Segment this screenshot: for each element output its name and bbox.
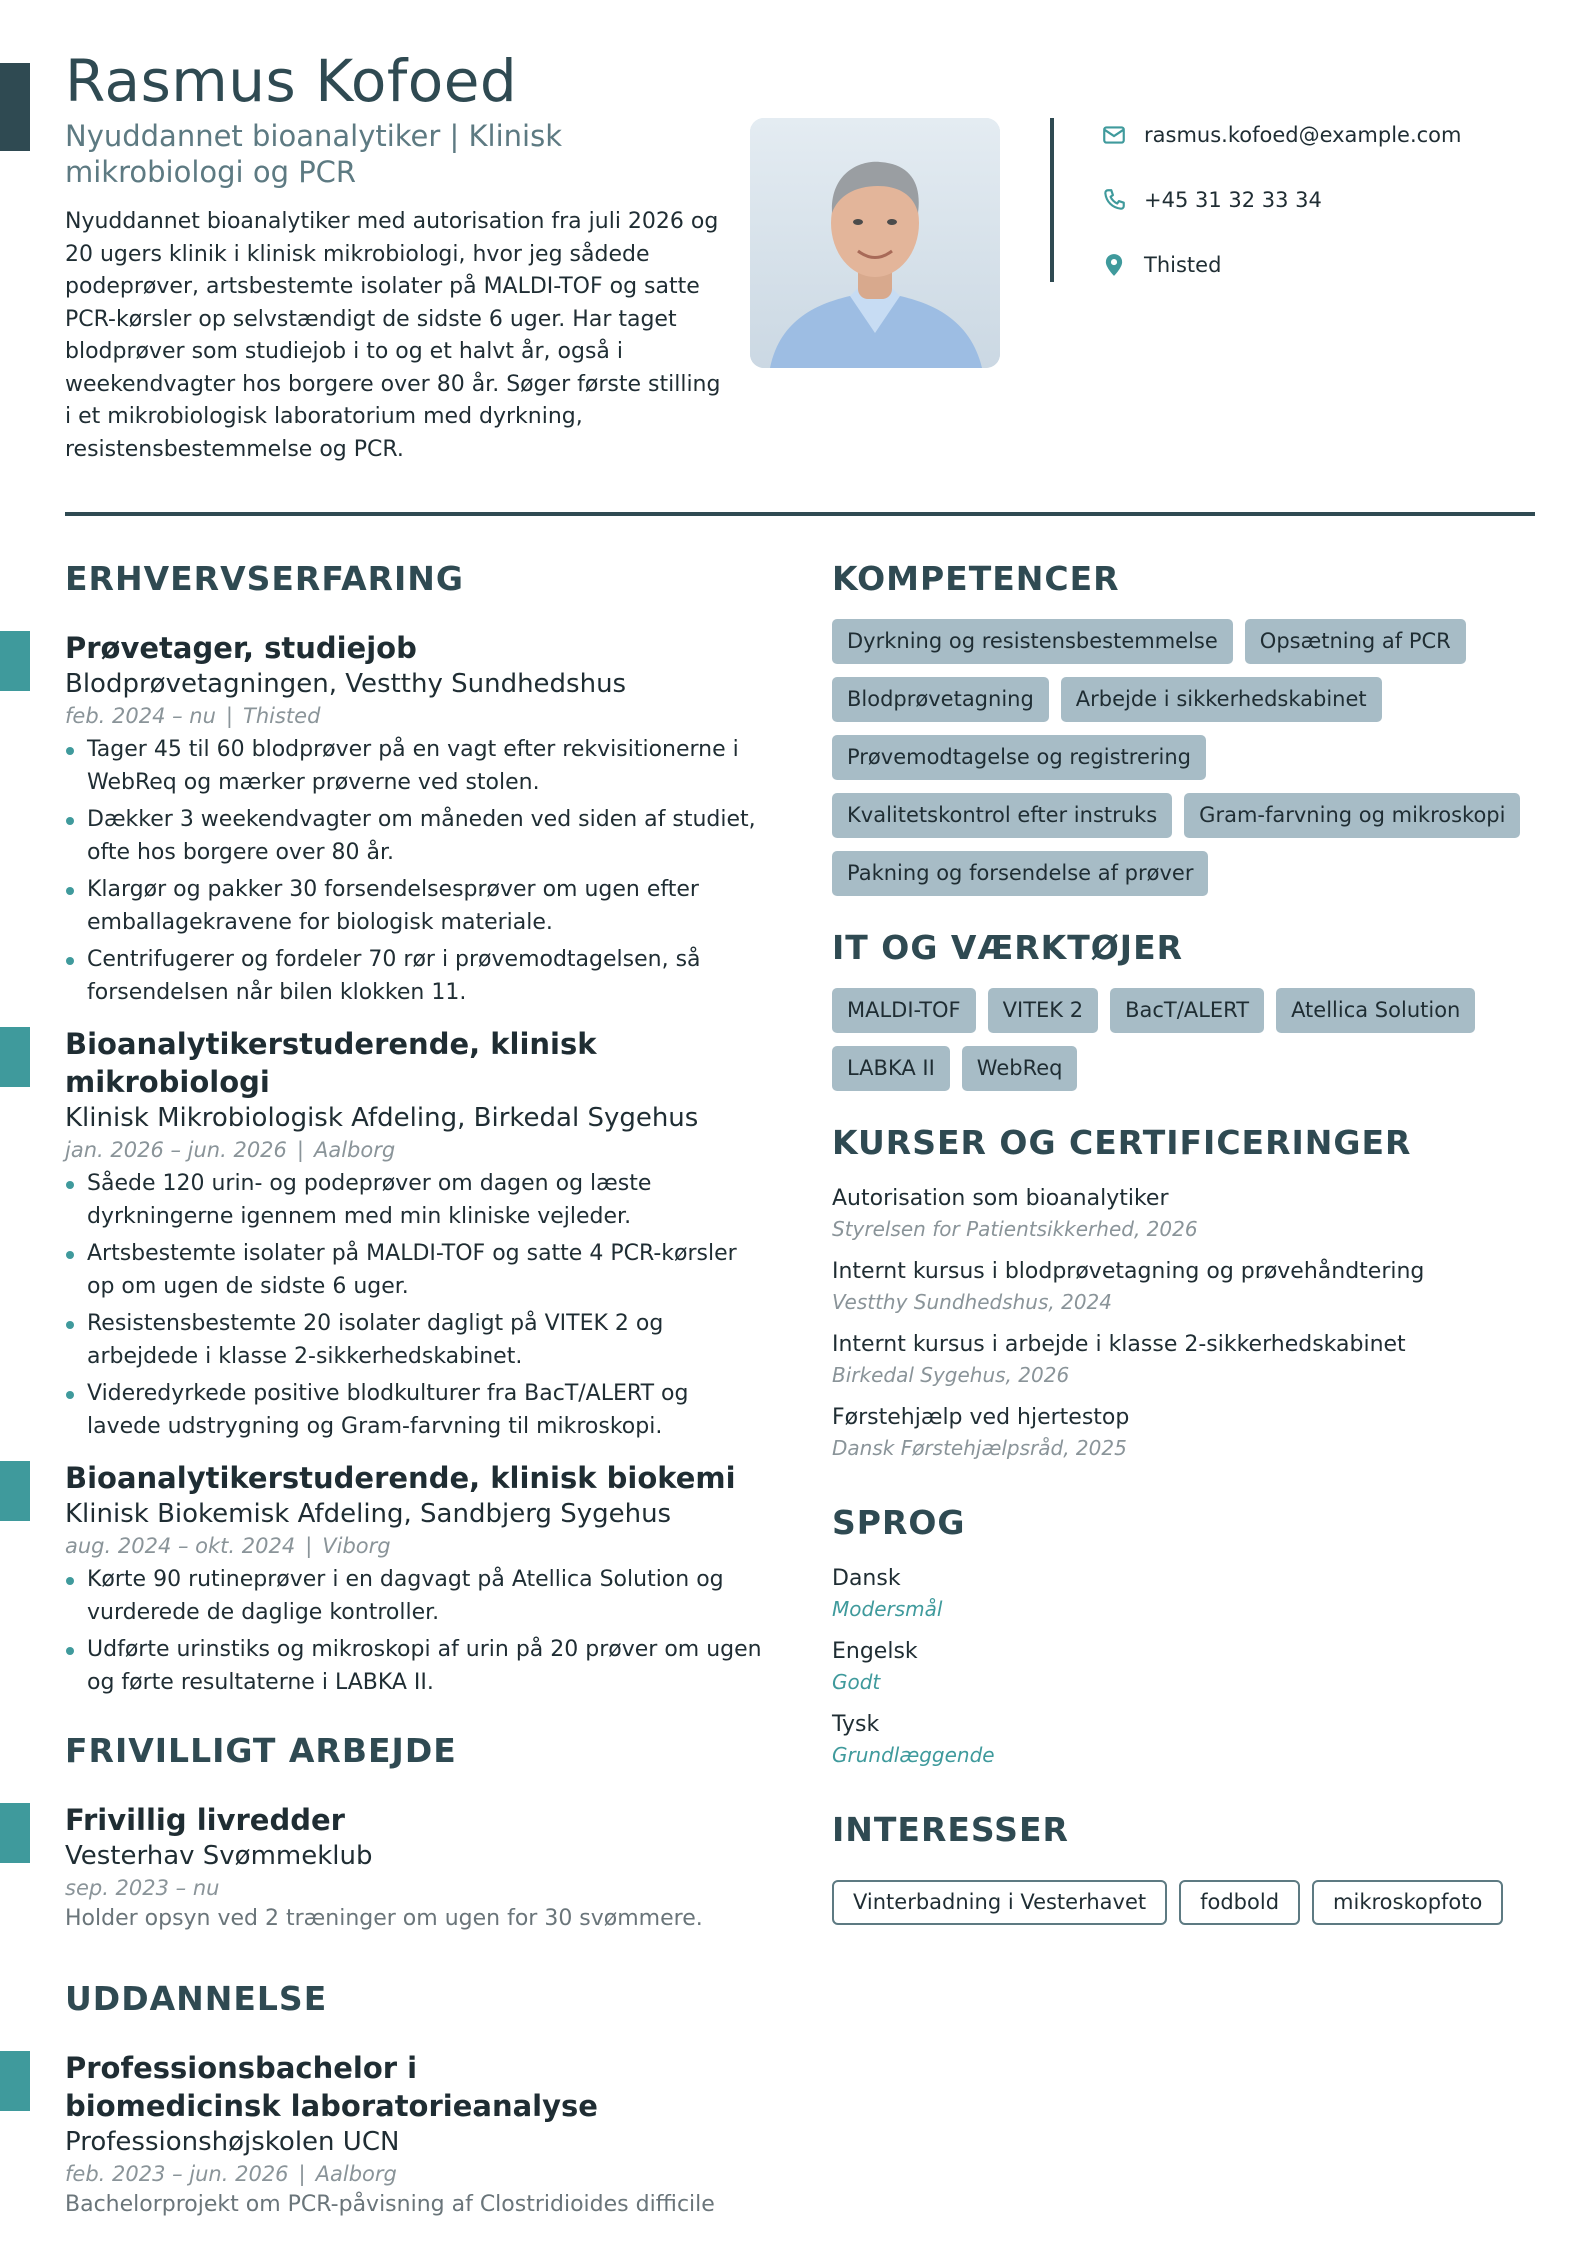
entry-place: Viborg [322,1534,391,1558]
entry-marker [0,631,30,691]
entry-marker [0,1803,30,1863]
entry-title: Bioanalytikerstuderende, klinisk biokemi [65,1461,736,1495]
tool-chip: WebReq [962,1046,1078,1091]
entry-place: Aalborg [315,2162,397,2186]
language-level: Modersmål [832,1597,943,1621]
tool-chip: BacT/ALERT [1110,988,1264,1033]
course-item [832,1329,1532,1390]
interest-chip: mikroskopfoto [1312,1880,1503,1925]
skill-chip: Opsætning af PCR [1245,619,1466,664]
course-item [832,1183,1532,1244]
entry-dates: feb. 2023 – jun. 2026 [65,2162,289,2186]
skills-list [832,619,1532,896]
section-title-skills: KOMPETENCER [832,559,1120,598]
bullet-item: Udførte urinstiks og mikroskopi af urin på 20 prøver om ugen og førte resultaterne i LABKA II. [65,1634,765,1699]
course-issuer: Birkedal Sygehus, 2026 [832,1363,1070,1387]
meta-separator: | [298,2162,306,2186]
entry-description: Holder opsyn ved 2 træninger om ugen for 30 svømmere. [65,1906,703,1931]
candidate-headline: Nyuddannet bioanalytiker | Klinisk mikrobiologi og PCR [65,119,562,189]
interest-chip: fodbold [1179,1880,1300,1925]
entry-meta [65,2159,765,2189]
volunteer-entry [65,1801,765,1935]
section-title-courses: KURSER OG CERTIFICERINGER [832,1123,1412,1162]
experience-entry [65,1459,765,1699]
meta-separator: | [225,704,233,728]
language-item [832,1563,1532,1624]
header-left [65,48,745,466]
entry-marker [0,1461,30,1521]
bullet-item: Tager 45 til 60 blodprøver på en vagt efter rekvisitionerne i WebReq og mærker prøverne ved stolen. [65,734,765,799]
contact-location-text: Thisted [1144,253,1222,277]
entry-dates: jan. 2026 – jun. 2026 [65,1138,287,1162]
entry-place: Aalborg [313,1138,396,1162]
tool-chip: LABKA II [832,1046,950,1091]
entry-dates: feb. 2024 – nu [65,704,216,728]
tool-chip: MALDI-TOF [832,988,976,1033]
portrait-image [750,118,1000,368]
contact-phone-text: +45 31 32 33 34 [1144,188,1322,212]
contact-divider [1050,118,1054,282]
entry-place: Thisted [243,704,321,728]
entry-title: Frivillig livredder [65,1803,345,1837]
course-item [832,1402,1532,1463]
interests-list [832,1880,1532,1925]
tool-chip: Atellica Solution [1276,988,1475,1033]
contact-email-text: rasmus.kofoed@example.com [1144,123,1462,147]
profile-photo [750,118,1000,368]
experience-entry [65,629,765,1009]
tool-chip: VITEK 2 [988,988,1098,1033]
skill-chip: Prøvemodtagelse og registrering [832,735,1206,780]
skill-chip: Blodprøvetagning [832,677,1049,722]
language-name: Tysk [832,1712,880,1737]
language-item [832,1636,1532,1697]
skill-chip: Pakning og forsendelse af prøver [832,851,1208,896]
skill-chip: Dyrkning og resistensbestemmelse [832,619,1233,664]
map-pin-icon [1100,251,1128,279]
course-title: Autorisation som bioanalytiker [832,1186,1169,1211]
skill-chip: Kvalitetskontrol efter instruks [832,793,1172,838]
phone-icon [1100,186,1128,214]
skill-chip: Arbejde i sikkerhedskabinet [1061,677,1382,722]
entry-dates: sep. 2023 – nu [65,1876,220,1900]
bullet-item: Videredyrkede positive blodkulturer fra BacT/ALERT og lavede udstrygning og Gram-farvning til mikroskopi. [65,1378,765,1443]
tools-list [832,988,1532,1091]
entry-bullets [65,1168,765,1443]
section-title-interests: INTERESSER [832,1810,1069,1849]
header-divider [65,512,1535,516]
bullet-item: Kørte 90 rutineprøver i en dagvagt på Atellica Solution og vurderede de daglige kontroller. [65,1564,765,1629]
bullet-item: Klargør og pakker 30 forsendelsesprøver om ugen efter emballagekravene for biologisk materiale. [65,874,765,939]
language-name: Engelsk [832,1639,918,1664]
section-title-education: UDDANNELSE [65,1979,328,2018]
section-title-tools: IT OG VÆRKTØJER [832,928,1184,967]
section-title-volunteer: FRIVILLIGT ARBEJDE [65,1731,457,1770]
course-title: Internt kursus i blodprøvetagning og prøvehåndtering [832,1259,1425,1284]
bullet-item: Centrifugerer og fordeler 70 rør i prøvemodtagelsen, så forsendelsen når bilen klokken 11. [65,944,765,1009]
section-title-experience: ERHVERVSERFARING [65,559,465,598]
course-item [832,1256,1532,1317]
entry-organization: Blodprøvetagningen, Vestthy Sundhedshus [65,669,627,699]
entry-bullets [65,1564,765,1699]
left-column [65,555,765,2221]
bullet-item: Artsbestemte isolater på MALDI-TOF og satte 4 PCR-kørsler op om ugen de sidste 6 uger. [65,1238,765,1303]
entry-description: Bachelorprojekt om PCR-påvisning af Clostridioides difficile [65,2192,715,2217]
course-issuer: Vestthy Sundhedshus, 2024 [832,1290,1113,1314]
meta-separator: | [296,1138,304,1162]
entry-meta [65,1135,765,1165]
entry-marker [0,1027,30,1087]
header-accent-bar [0,63,30,151]
skill-chip: Gram-farvning og mikroskopi [1184,793,1520,838]
entry-marker [0,2051,30,2111]
candidate-name: Rasmus Kofoed [65,47,518,115]
experience-entry [65,1025,765,1443]
bullet-item: Såede 120 urin- og podeprøver om dagen og læste dyrkningerne igennem med min kliniske vejleder. [65,1168,765,1233]
course-issuer: Dansk Førstehjælpsråd, 2025 [832,1436,1127,1460]
bullet-item: Resistensbestemte 20 isolater dagligt på VITEK 2 og arbejdede i klasse 2-sikkerhedskabinet. [65,1308,765,1373]
entry-dates: aug. 2024 – okt. 2024 [65,1534,296,1558]
profile-summary: Nyuddannet bioanalytiker med autorisation fra juli 2026 og 20 ugers klinik i klinisk mikrobiologi, hvor jeg sådede podeprøver, artsbestemte isolater på MALDI-TOF og satte PCR-kørsler op selvstændigt de sidste 6 uger. Har taget blodprøver som studiejob i to og et halvt år, også i weekendvagter hos borgere over 80 år. Søger første stilling i et mikrobiologisk laboratorium med dyrkning, resistensbestemmelse og PCR. [65,209,721,462]
language-level: Godt [832,1670,881,1694]
entry-organization: Klinisk Biokemisk Afdeling, Sandbjerg Sygehus [65,1499,672,1529]
mail-icon [1100,121,1128,149]
meta-separator: | [305,1534,313,1558]
entry-organization: Klinisk Mikrobiologisk Afdeling, Birkedal Sygehus [65,1103,699,1133]
entry-title: Bioanalytikerstuderende, klinisk mikrobiologi [65,1027,597,1099]
entry-bullets [65,734,765,1009]
course-title: Internt kursus i arbejde i klasse 2-sikkerhedskabinet [832,1332,1406,1357]
interest-chip: Vinterbadning i Vesterhavet [832,1880,1167,1925]
entry-organization: Professionshøjskolen UCN [65,2127,400,2157]
contact-email[interactable] [1100,118,1462,152]
contact-phone[interactable] [1100,183,1462,217]
entry-organization: Vesterhav Svømmeklub [65,1841,373,1871]
course-title: Førstehjælp ved hjertestop [832,1405,1130,1430]
language-name: Dansk [832,1566,901,1591]
entry-title: Professionsbachelor i biomedicinsk laboratorieanalyse [65,2051,598,2123]
language-level: Grundlæggende [832,1743,995,1767]
contact-location [1100,248,1462,282]
section-title-languages: SPROG [832,1503,966,1542]
entry-meta [65,701,765,731]
education-entry [65,2049,765,2221]
entry-title: Prøvetager, studiejob [65,631,417,665]
contact-list [1100,118,1462,313]
bullet-item: Dækker 3 weekendvagter om måneden ved siden af studiet, ofte hos borgere over 80 år. [65,804,765,869]
course-issuer: Styrelsen for Patientsikkerhed, 2026 [832,1217,1198,1241]
language-item [832,1709,1532,1770]
entry-meta [65,1531,765,1561]
right-column [832,555,1532,1925]
